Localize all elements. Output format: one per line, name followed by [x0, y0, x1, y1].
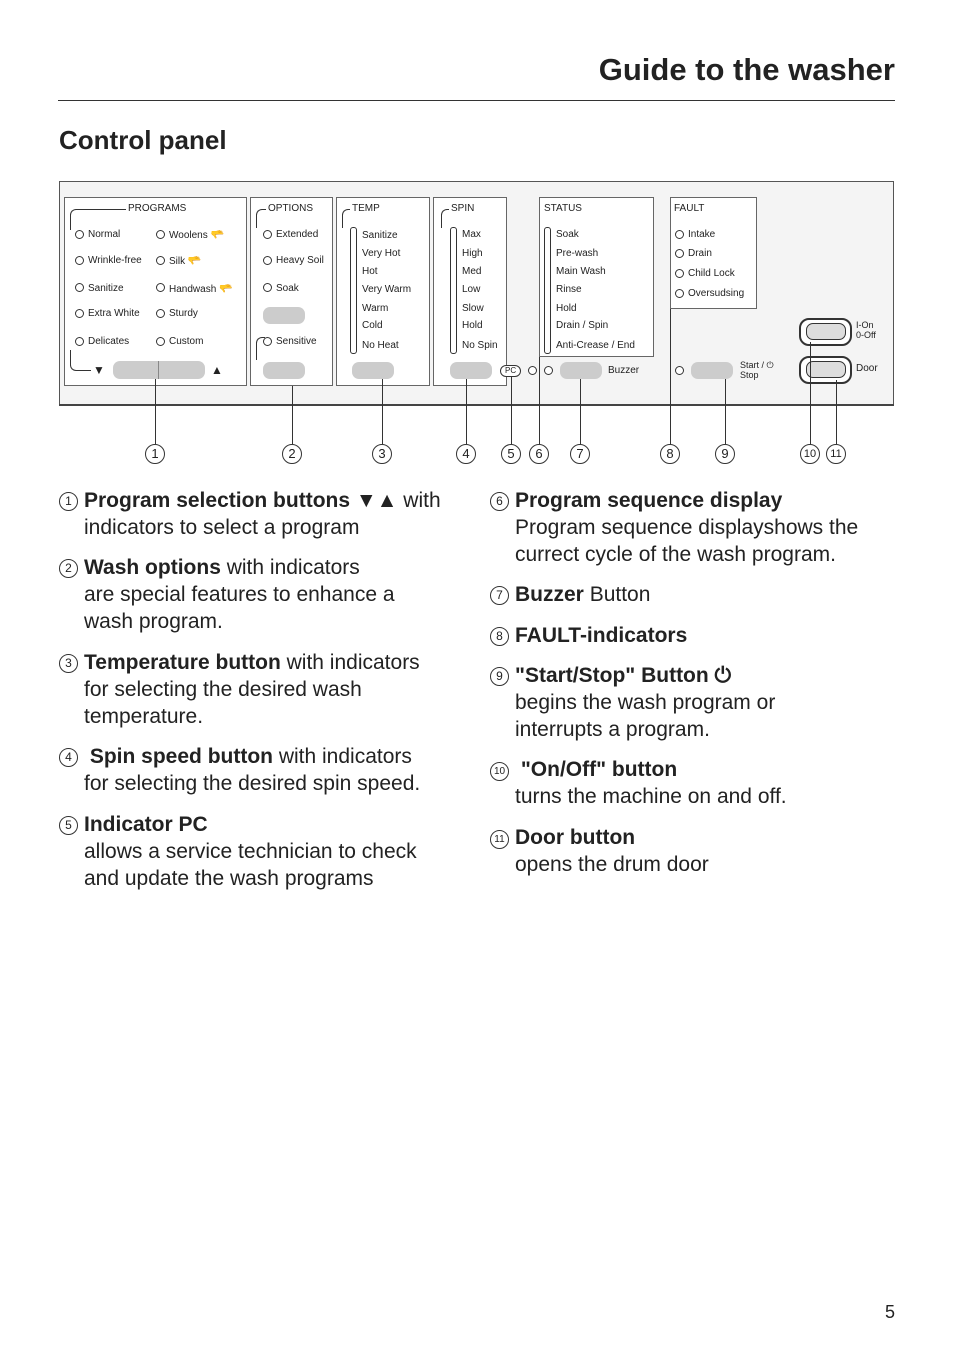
desc-rest: with — [397, 489, 441, 512]
leader-line — [539, 357, 540, 444]
spin-button[interactable] — [450, 362, 492, 379]
program-indicator — [75, 309, 84, 318]
desc-number: 11 — [490, 830, 509, 849]
program-label-custom: Custom — [169, 336, 204, 347]
temp-title: TEMP — [352, 203, 380, 214]
program-indicator — [156, 283, 165, 292]
desc-bold: Door button — [515, 826, 636, 849]
desc-bold: FAULT-indicators — [515, 624, 688, 647]
desc-line: are special features to enhance a — [84, 583, 395, 606]
desc-bold: Indicator PC — [84, 813, 208, 836]
desc-number: 4 — [59, 748, 78, 767]
desc-number: 8 — [490, 627, 509, 646]
stop-text: Stop — [740, 370, 759, 380]
status-indicator-bar — [544, 227, 551, 354]
desc-line: indicators to select a program — [84, 516, 360, 539]
callout-1: 1 — [145, 444, 165, 464]
option-indicator — [263, 256, 272, 265]
program-down-arrow-icon: ▼ — [93, 363, 105, 377]
temp-button[interactable] — [352, 362, 394, 379]
desc-line: Program sequence displayshows the — [515, 516, 859, 539]
leader-line — [725, 379, 726, 444]
spin-label: Low — [462, 284, 481, 295]
desc-line: wash program. — [84, 610, 223, 633]
temp-label: Cold — [362, 320, 383, 331]
desc-line: turns the machine on and off. — [515, 785, 787, 808]
desc-number: 1 — [59, 492, 78, 511]
door-label: Door — [856, 363, 878, 374]
page-header-title: Guide to the washer — [598, 52, 895, 87]
leader-line — [836, 380, 837, 444]
desc-bold: Wash options — [84, 556, 221, 579]
desc-line: begins the wash program or — [515, 691, 776, 714]
on-text: I-On — [856, 320, 874, 330]
sensitive-button[interactable] — [263, 362, 305, 379]
program-label-sturdy: Sturdy — [169, 308, 198, 319]
desc-bold: "On/Off" button — [515, 758, 678, 781]
spin-title: SPIN — [451, 203, 475, 214]
handwash-basin-icon: 🫳 — [187, 255, 202, 267]
desc-rest: with indicators — [273, 745, 412, 768]
fault-label-drain: Drain — [688, 248, 712, 259]
desc-number: 5 — [59, 816, 78, 835]
description-11 — [490, 824, 900, 878]
status-label: Pre-wash — [556, 248, 599, 259]
status-label: Anti-Crease / End — [556, 340, 635, 351]
callout-5: 5 — [501, 444, 521, 464]
program-indicator — [156, 337, 165, 346]
program-label-sanitize: Sanitize — [88, 283, 124, 294]
buzzer-label: Buzzer — [608, 365, 640, 376]
program-select-button[interactable] — [113, 361, 205, 379]
desc-line: opens the drum door — [515, 853, 709, 876]
description-1 — [59, 487, 469, 541]
leader-line — [580, 379, 581, 444]
option-label-heavy-soil: Heavy Soil — [276, 255, 324, 266]
temp-label: Very Warm — [362, 284, 412, 295]
temp-label: Hot — [362, 266, 378, 277]
header-rule — [58, 100, 895, 101]
spin-label: Slow — [462, 303, 484, 314]
desc-bold: Program selection buttons ▼▲ — [84, 489, 398, 512]
fault-title: FAULT — [674, 203, 705, 214]
desc-rest: Button — [583, 583, 651, 606]
handwash-basin-icon: 🫳 — [219, 283, 233, 295]
handwash-basin-icon: 🫳 — [210, 229, 225, 241]
buzzer-indicator — [544, 366, 553, 375]
leader-line — [155, 379, 156, 444]
desc-bold: Temperature button — [84, 651, 281, 674]
temp-label: Warm — [362, 303, 389, 314]
desc-bold: Spin speed button — [84, 745, 273, 768]
status-group — [539, 197, 654, 357]
start-stop-label — [740, 360, 774, 380]
options-title: OPTIONS — [268, 203, 314, 214]
program-indicator — [156, 230, 165, 239]
callout-10: 10 — [800, 444, 820, 464]
desc-rest: with indicators — [220, 556, 360, 579]
status-label: Rinse — [556, 284, 582, 295]
spin-label: High — [462, 248, 483, 259]
start-stop-button[interactable] — [691, 362, 733, 379]
desc-rest: with indicators — [280, 651, 420, 674]
desc-bold: Buzzer — [515, 583, 584, 606]
option-indicator — [263, 337, 272, 346]
program-indicator — [75, 256, 84, 265]
desc-line: interrupts a program. — [515, 718, 710, 741]
desc-number: 9 — [490, 667, 509, 686]
program-label-silk — [169, 254, 202, 267]
option-label-soak: Soak — [276, 283, 299, 294]
option-label-sensitive: Sensitive — [276, 336, 317, 347]
handwash-text: Handwash — [169, 284, 217, 295]
program-label-delicates: Delicates — [88, 336, 130, 347]
programs-bracket — [70, 209, 126, 230]
desc-line: currect cycle of the wash program. — [515, 543, 836, 566]
desc-bold: "Start/Stop" Button ⏻ — [515, 664, 732, 687]
description-9 — [490, 662, 900, 743]
temp-label: Very Hot — [362, 248, 401, 259]
callout-8: 8 — [660, 444, 680, 464]
description-3 — [59, 649, 469, 730]
program-label-extra-white: Extra White — [88, 308, 140, 319]
program-indicator — [75, 230, 84, 239]
status-label: Soak — [556, 229, 579, 240]
desc-line: for selecting the desired spin speed. — [84, 772, 421, 795]
fault-indicator — [675, 269, 684, 278]
description-10 — [490, 756, 900, 810]
desc-line: temperature. — [84, 705, 204, 728]
leader-line — [466, 379, 467, 444]
off-text: 0-Off — [856, 330, 876, 340]
description-5 — [59, 811, 469, 892]
callout-4: 4 — [456, 444, 476, 464]
program-label-woolens — [169, 228, 224, 241]
fault-label-oversudsing: Oversudsing — [688, 288, 745, 299]
power-icon: ⏻ — [766, 360, 774, 370]
leader-line — [670, 309, 671, 444]
program-label-wrinkle-free: Wrinkle-free — [88, 255, 142, 266]
buzzer-button[interactable] — [560, 362, 602, 379]
on-off-button-face — [806, 323, 846, 340]
fault-indicator — [675, 289, 684, 298]
spin-indicator-bar — [450, 227, 457, 354]
description-6 — [490, 487, 900, 568]
section-title: Control panel — [59, 125, 227, 155]
program-indicator — [75, 283, 84, 292]
woolens-text: Woolens — [169, 230, 208, 241]
callout-2: 2 — [282, 444, 302, 464]
fault-indicator — [675, 230, 684, 239]
spin-label: Max — [462, 229, 481, 240]
callout-3: 3 — [372, 444, 392, 464]
status-label: Main Wash — [556, 266, 606, 277]
pc-indicator: PC — [500, 365, 521, 377]
desc-bold: Program sequence display — [515, 489, 783, 512]
program-indicator — [156, 309, 165, 318]
start-stop-indicator — [675, 366, 684, 375]
pc-status-dot — [528, 366, 537, 375]
spin-label: Hold — [462, 320, 483, 331]
program-up-arrow-icon: ▲ — [211, 363, 223, 377]
spin-label: No Spin — [462, 340, 498, 351]
page-number: 5 — [884, 1302, 895, 1322]
leader-line — [810, 342, 811, 444]
desc-line: for selecting the desired wash — [84, 678, 362, 701]
fault-label-intake: Intake — [688, 229, 716, 240]
door-button-face — [806, 361, 846, 378]
temp-label: Sanitize — [362, 230, 398, 241]
status-label: Drain / Spin — [556, 320, 609, 331]
description-4 — [59, 743, 469, 797]
callout-11: 11 — [826, 444, 846, 464]
option-indicator — [263, 230, 272, 239]
program-label-handwash — [169, 282, 233, 295]
temp-label: No Heat — [362, 340, 399, 351]
start-text: Start / — [740, 360, 765, 370]
options-button[interactable] — [263, 307, 305, 324]
leader-line — [382, 379, 383, 444]
status-title: STATUS — [544, 203, 582, 214]
silk-text: Silk — [169, 256, 186, 267]
fault-indicator — [675, 249, 684, 258]
program-button-divider — [158, 361, 159, 379]
desc-line: allows a service technician to check — [84, 840, 417, 863]
callout-7: 7 — [570, 444, 590, 464]
leader-line — [511, 376, 512, 444]
program-indicator — [156, 256, 165, 265]
temp-indicator-bar — [350, 227, 357, 354]
desc-number: 6 — [490, 492, 509, 511]
callout-9: 9 — [715, 444, 735, 464]
status-label: Hold — [556, 303, 577, 314]
desc-line: and update the wash programs — [84, 867, 374, 890]
program-label-normal: Normal — [88, 229, 121, 240]
programs-title: PROGRAMS — [128, 203, 187, 214]
description-2 — [59, 554, 469, 635]
panel-bottom-edge — [59, 404, 894, 406]
programs-bottom-bracket — [70, 350, 91, 371]
option-indicator — [263, 283, 272, 292]
fault-label-child-lock: Child Lock — [688, 268, 735, 279]
desc-number: 2 — [59, 559, 78, 578]
leader-line — [292, 386, 293, 444]
option-label-extended: Extended — [276, 229, 319, 240]
spin-label: Med — [462, 266, 482, 277]
program-indicator — [75, 337, 84, 346]
desc-number: 7 — [490, 586, 509, 605]
desc-number: 3 — [59, 654, 78, 673]
description-8 — [490, 622, 900, 649]
desc-number: 10 — [490, 762, 509, 781]
on-off-label — [856, 320, 876, 340]
callout-6: 6 — [529, 444, 549, 464]
description-7 — [490, 581, 900, 608]
